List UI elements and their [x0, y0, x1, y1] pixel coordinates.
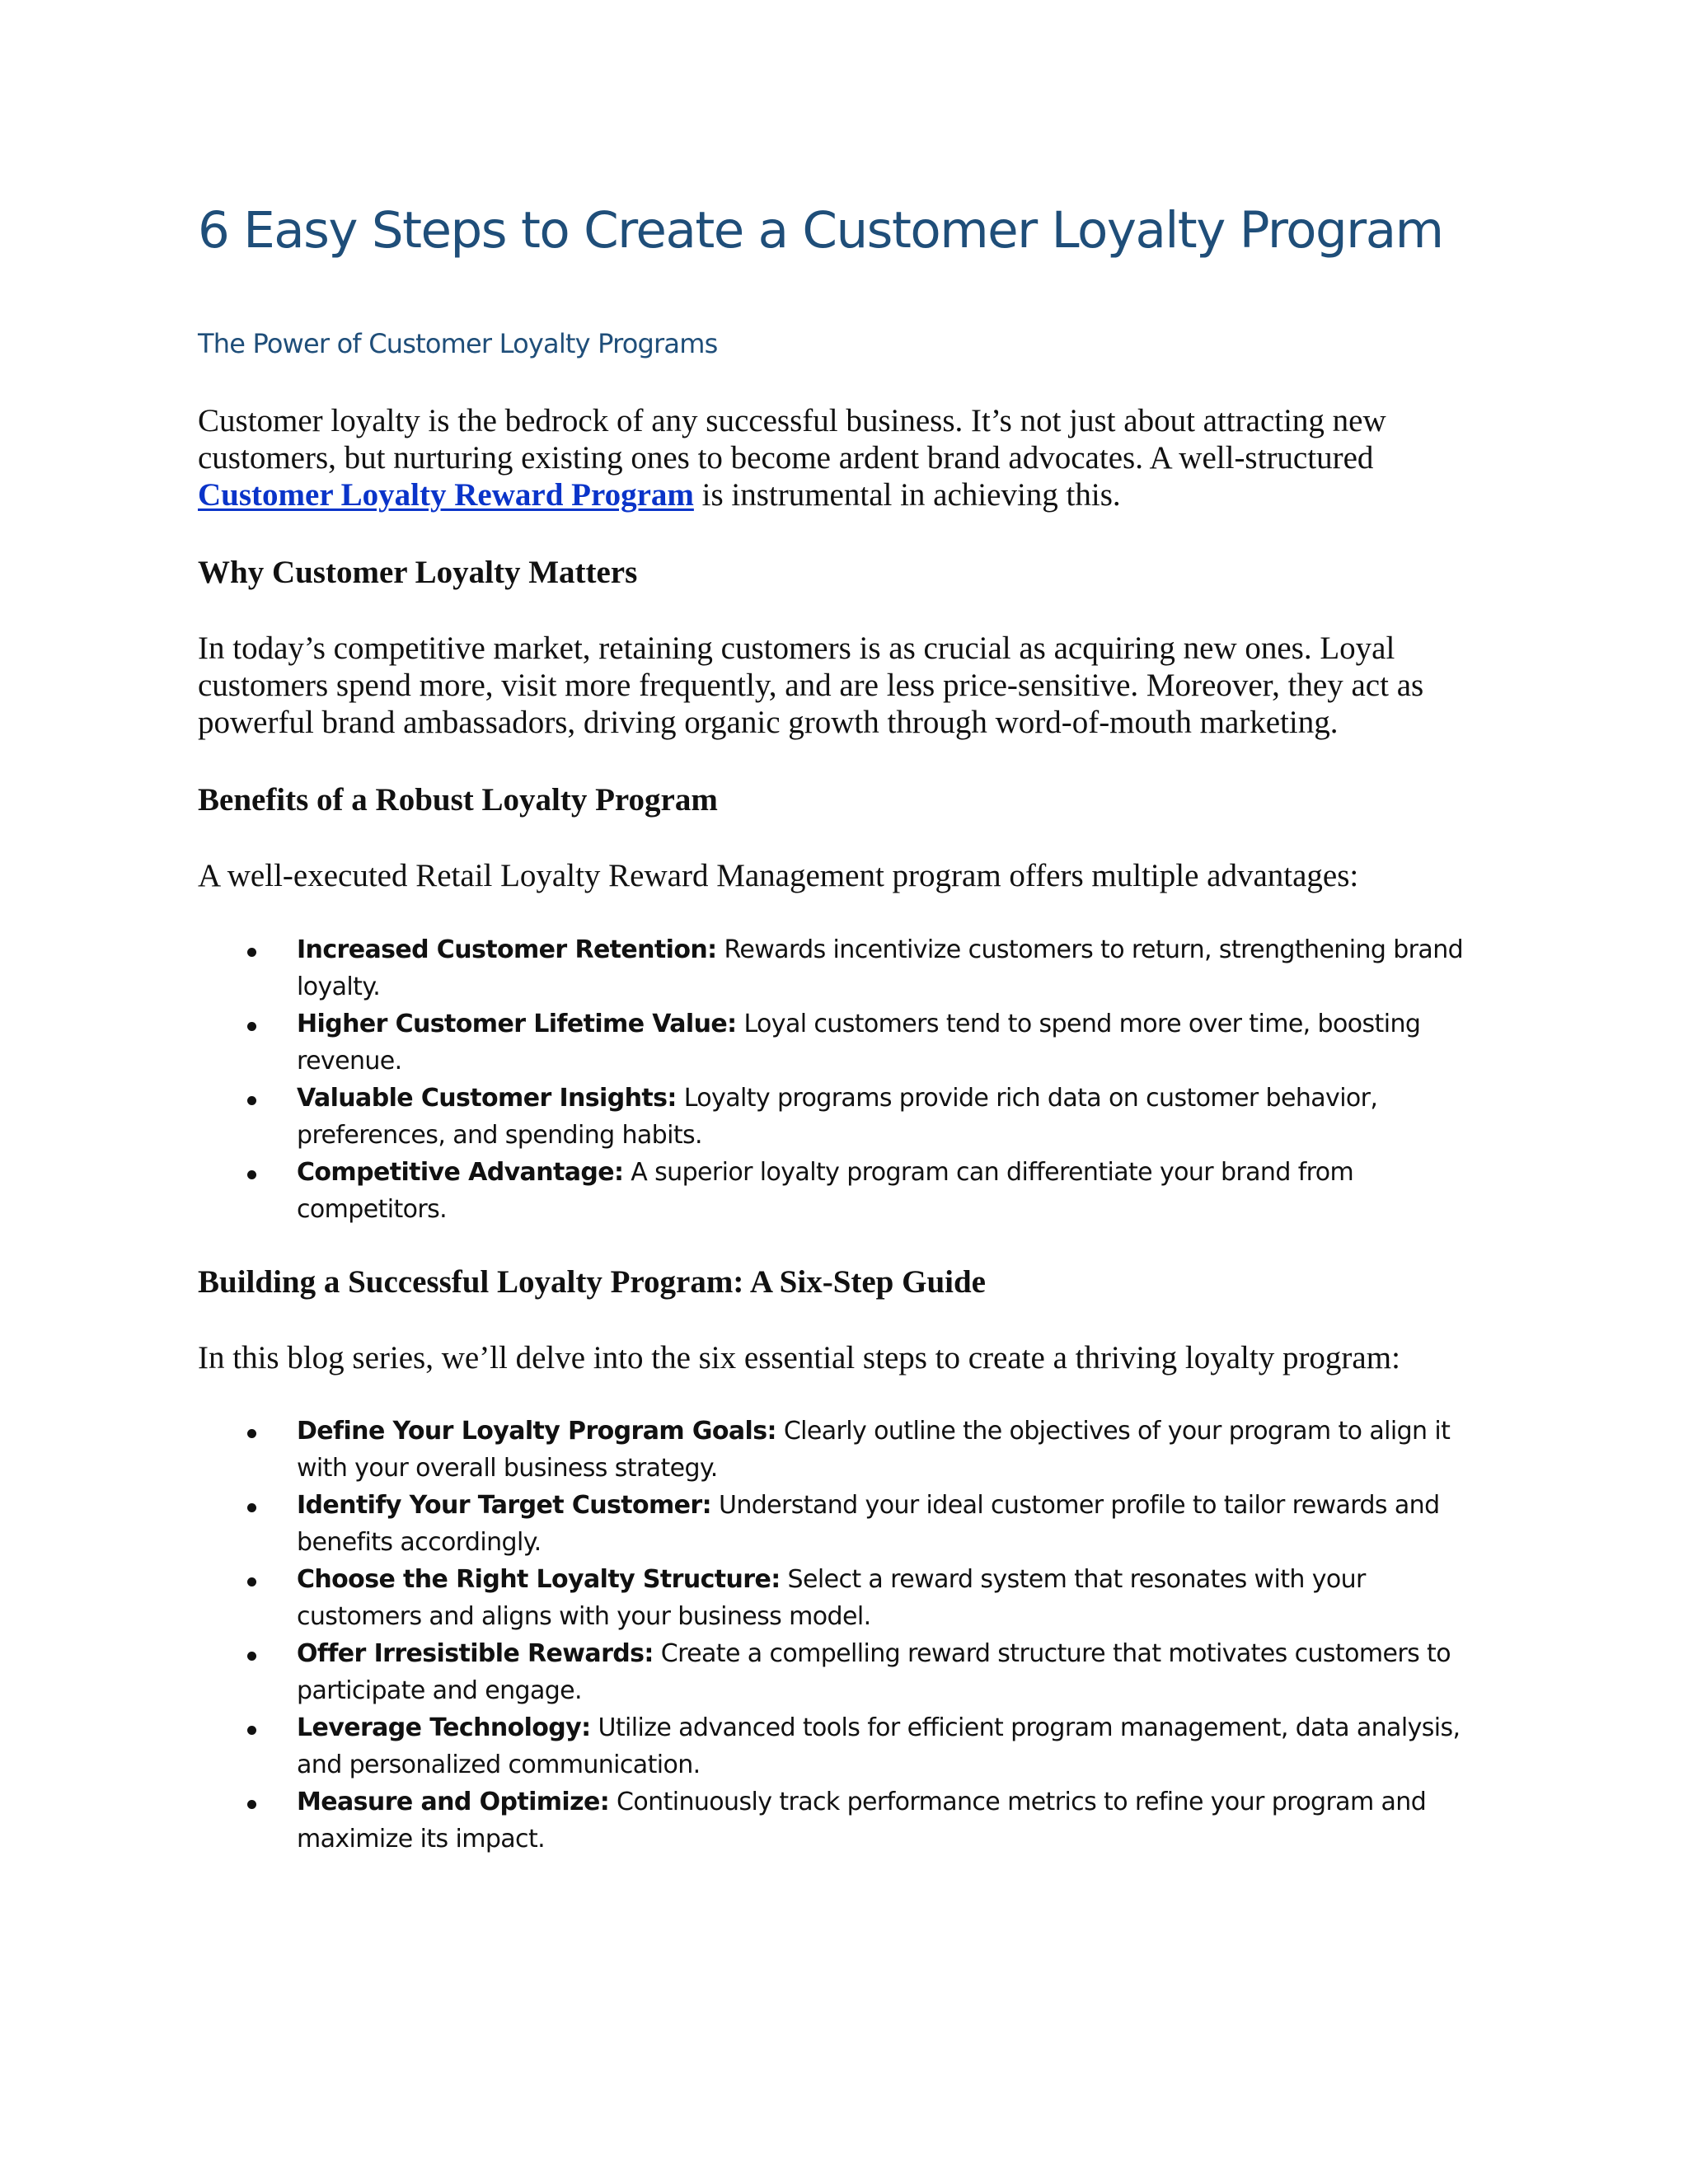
list-item: [198, 1709, 1484, 1783]
benefits-heading: Benefits of a Robust Loyalty Program: [198, 782, 718, 818]
list-item: [198, 1561, 1484, 1635]
guide-heading: Building a Successful Loyalty Program: A Six-Step Guide: [198, 1264, 986, 1300]
list-item-text: Continuously track performance metrics to refine your program and maximize its impact.: [297, 1788, 1427, 1854]
intro-paragraph: [198, 402, 1484, 513]
list-item: [198, 1487, 1484, 1561]
bullet-icon: [247, 1170, 256, 1179]
bullet-icon: [247, 1429, 256, 1438]
bullet-icon: [247, 1503, 256, 1512]
list-item: [198, 1635, 1484, 1709]
bullet-icon: [247, 1577, 256, 1586]
list-item-label: Choose the Right Loyalty Structure:: [297, 1565, 781, 1594]
list-item-label: Valuable Customer Insights:: [297, 1084, 677, 1113]
list-item-text: Utilize advanced tools for efficient program management, data analysis, and personalized communication.: [297, 1713, 1461, 1779]
list-item: [198, 1005, 1484, 1080]
list-item: [198, 1413, 1484, 1487]
benefits-list: [198, 931, 1484, 1228]
list-item: [198, 1154, 1484, 1228]
list-item-text: Select a reward system that resonates with your customers and aligns with your business model.: [297, 1565, 1366, 1631]
page-subtitle: The Power of Customer Loyalty Programs: [198, 328, 718, 359]
intro-text-before: Customer loyalty is the bedrock of any successful business. It’s not just about attracting new customers, but nurturing existing ones to become ardent brand advocates. A well-structured: [198, 403, 1386, 476]
list-item: [198, 1783, 1484, 1858]
list-item: [198, 931, 1484, 1005]
list-item-label: Define Your Loyalty Program Goals:: [297, 1417, 776, 1446]
list-item-label: Measure and Optimize:: [297, 1788, 610, 1816]
bullet-icon: [247, 1652, 256, 1661]
page-title: 6 Easy Steps to Create a Customer Loyalty Program: [198, 201, 1443, 260]
bullet-icon: [247, 1726, 256, 1735]
list-item-text: Clearly outline the objectives of your program to align it with your overall business strategy.: [297, 1417, 1451, 1483]
why-paragraph: In today’s competitive market, retaining customers is as crucial as acquiring new ones. Loyal customers spend more, visit more frequently, and are less price-sensitive. Moreover, they act as powerful brand ambassadors, driving organic growth through word-of-mouth marketing.: [198, 630, 1424, 740]
customer-loyalty-reward-program-link[interactable]: Customer Loyalty Reward Program: [198, 477, 694, 513]
list-item-text: Create a compelling reward structure that motivates customers to participate and engage.: [297, 1639, 1451, 1705]
intro-text-after: is instrumental in achieving this.: [693, 477, 1121, 513]
list-item-label: Competitive Advantage:: [297, 1158, 624, 1187]
list-item-text: Rewards incentivize customers to return, strengthening brand loyalty.: [297, 935, 1464, 1001]
list-item-text: Loyalty programs provide rich data on customer behavior, preferences, and spending habits.: [297, 1084, 1378, 1150]
list-item-label: Leverage Technology:: [297, 1713, 591, 1742]
list-item: [198, 1080, 1484, 1154]
list-item-label: Identify Your Target Customer:: [297, 1491, 712, 1520]
list-item-label: Higher Customer Lifetime Value:: [297, 1010, 737, 1038]
bullet-icon: [247, 948, 256, 957]
list-item-text: Loyal customers tend to spend more over time, boosting revenue.: [297, 1010, 1421, 1076]
list-item-label: Offer Irresistible Rewards:: [297, 1639, 654, 1668]
list-item-label: Increased Customer Retention:: [297, 935, 717, 964]
list-item-text: A superior loyalty program can differentiate your brand from competitors.: [297, 1158, 1354, 1224]
guide-list: [198, 1413, 1484, 1858]
bullet-icon: [247, 1022, 256, 1031]
bullet-icon: [247, 1096, 256, 1105]
list-item-text: Understand your ideal customer profile to tailor rewards and benefits accordingly.: [297, 1491, 1440, 1557]
guide-lead: In this blog series, we’ll delve into the six essential steps to create a thriving loyalty program:: [198, 1340, 1400, 1376]
why-heading: Why Customer Loyalty Matters: [198, 555, 638, 590]
benefits-lead: A well-executed Retail Loyalty Reward Management program offers multiple advantages:: [198, 858, 1359, 893]
bullet-icon: [247, 1800, 256, 1809]
